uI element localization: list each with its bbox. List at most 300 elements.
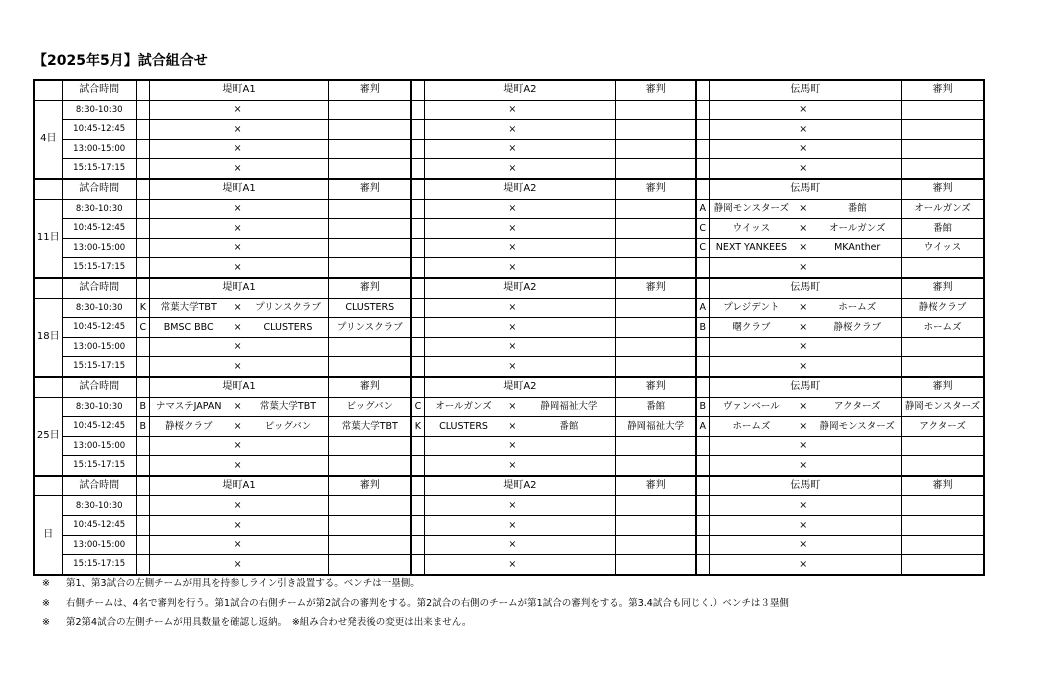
away-team — [813, 159, 901, 179]
referee-header: 審判 — [329, 80, 411, 100]
court-code — [411, 436, 424, 456]
court-code: C — [411, 397, 424, 417]
match-row — [34, 535, 984, 555]
home-team — [149, 139, 227, 159]
vs-mark: × — [793, 139, 813, 159]
home-team — [709, 436, 793, 456]
court-code: B — [136, 417, 149, 437]
home-team: プレジデント — [709, 298, 793, 318]
vs-mark: × — [793, 357, 813, 377]
referee-header: 審判 — [616, 476, 696, 496]
page-title: 【2025年5月】試合組合せ — [33, 53, 208, 69]
home-team — [149, 555, 227, 575]
home-team — [149, 258, 227, 278]
referee-team — [329, 100, 411, 120]
referee-team — [902, 120, 984, 140]
court-code — [136, 120, 149, 140]
court-code: K — [136, 298, 149, 318]
court-code: A — [696, 298, 709, 318]
referee-team — [616, 298, 696, 318]
note-line — [42, 594, 789, 614]
header-row — [34, 278, 984, 298]
court-code-header — [696, 80, 709, 100]
day-label: 18日 — [34, 298, 62, 377]
court-code — [411, 139, 424, 159]
vs-mark: × — [228, 318, 248, 338]
home-team — [424, 357, 502, 377]
away-team — [522, 555, 615, 575]
blank-cell — [34, 377, 62, 397]
court-code — [696, 535, 709, 555]
away-team — [522, 496, 615, 516]
court-code: B — [696, 318, 709, 338]
away-team: プリンスクラブ — [248, 298, 329, 318]
away-team — [248, 199, 329, 219]
match-row — [34, 318, 984, 338]
home-team — [149, 199, 227, 219]
time-slot: 10:45-12:45 — [62, 516, 136, 536]
vs-mark: × — [793, 159, 813, 179]
away-team — [813, 555, 901, 575]
match-row — [34, 219, 984, 239]
court-code: A — [696, 417, 709, 437]
away-team — [248, 456, 329, 476]
referee-team — [616, 238, 696, 258]
court-code — [696, 139, 709, 159]
referee-team: 番館 — [902, 219, 984, 239]
day-label: 4日 — [34, 100, 62, 179]
time-slot: 15:15-17:15 — [62, 159, 136, 179]
away-team: 静桜クラブ — [813, 318, 901, 338]
referee-team — [329, 159, 411, 179]
venue-header: 堤町A2 — [424, 80, 616, 100]
vs-mark: × — [502, 318, 522, 338]
away-team — [522, 535, 615, 555]
away-team — [248, 219, 329, 239]
venue-header: 堤町A2 — [424, 476, 616, 496]
referee-team — [902, 436, 984, 456]
referee-team: 常葉大学TBT — [329, 417, 411, 437]
home-team — [424, 318, 502, 338]
vs-mark: × — [502, 417, 522, 437]
referee-team — [329, 516, 411, 536]
referee-header: 審判 — [902, 377, 984, 397]
vs-mark: × — [228, 100, 248, 120]
vs-mark: × — [793, 436, 813, 456]
away-team — [248, 496, 329, 516]
referee-team — [616, 258, 696, 278]
match-row — [34, 120, 984, 140]
referee-team — [616, 456, 696, 476]
venue-header: 堤町A1 — [149, 377, 329, 397]
header-row — [34, 476, 984, 496]
court-code — [696, 496, 709, 516]
referee-team — [329, 456, 411, 476]
away-team: ホームズ — [813, 298, 901, 318]
venue-header: 伝馬町 — [709, 278, 902, 298]
court-code — [411, 357, 424, 377]
home-team — [424, 139, 502, 159]
referee-team: 静岡モンスターズ — [902, 397, 984, 417]
vs-mark: × — [228, 219, 248, 239]
away-team — [522, 139, 615, 159]
court-code: B — [136, 397, 149, 417]
away-team — [522, 337, 615, 357]
away-team — [522, 318, 615, 338]
blank-cell — [34, 80, 62, 100]
referee-header: 審判 — [616, 377, 696, 397]
note-line — [42, 613, 789, 633]
time-header: 試合時間 — [62, 179, 136, 199]
court-code: C — [696, 219, 709, 239]
referee-team — [329, 258, 411, 278]
referee-team: アクターズ — [902, 417, 984, 437]
vs-mark: × — [793, 337, 813, 357]
away-team — [248, 555, 329, 575]
referee-header: 審判 — [329, 179, 411, 199]
time-header: 試合時間 — [62, 377, 136, 397]
away-team — [522, 298, 615, 318]
home-team — [424, 100, 502, 120]
home-team — [424, 199, 502, 219]
time-slot: 10:45-12:45 — [62, 219, 136, 239]
away-team — [813, 258, 901, 278]
vs-mark: × — [228, 120, 248, 140]
referee-team — [329, 199, 411, 219]
court-code-header — [411, 179, 424, 199]
note-mark: ※ — [42, 578, 50, 589]
court-code: A — [696, 199, 709, 219]
match-row — [34, 238, 984, 258]
court-code — [136, 535, 149, 555]
referee-header: 審判 — [902, 476, 984, 496]
court-code — [696, 100, 709, 120]
note-line — [42, 574, 789, 594]
vs-mark: × — [502, 258, 522, 278]
away-team — [248, 139, 329, 159]
home-team — [149, 219, 227, 239]
match-row — [34, 357, 984, 377]
time-slot: 15:15-17:15 — [62, 555, 136, 575]
vs-mark: × — [228, 516, 248, 536]
time-header: 試合時間 — [62, 476, 136, 496]
vs-mark: × — [793, 298, 813, 318]
time-header: 試合時間 — [62, 80, 136, 100]
home-team: ナマステJAPAN — [149, 397, 227, 417]
court-code — [136, 258, 149, 278]
note-text: 第1、第3試合の左側チームが用具を持参しライン引き設置する。ベンチは一塁側。 — [66, 578, 420, 589]
away-team — [522, 199, 615, 219]
home-team — [424, 219, 502, 239]
court-code — [411, 219, 424, 239]
court-code — [411, 120, 424, 140]
referee-team — [616, 436, 696, 456]
home-team: 曙クラブ — [709, 318, 793, 338]
home-team: 静桜クラブ — [149, 417, 227, 437]
referee-team — [902, 496, 984, 516]
home-team: 静岡モンスターズ — [709, 199, 793, 219]
referee-team: 静桜クラブ — [902, 298, 984, 318]
time-slot: 15:15-17:15 — [62, 456, 136, 476]
away-team — [248, 535, 329, 555]
vs-mark: × — [228, 298, 248, 318]
away-team — [813, 535, 901, 555]
court-code — [411, 535, 424, 555]
away-team — [248, 258, 329, 278]
venue-header: 堤町A2 — [424, 278, 616, 298]
vs-mark: × — [793, 456, 813, 476]
home-team — [709, 496, 793, 516]
court-code — [411, 258, 424, 278]
home-team — [149, 337, 227, 357]
vs-mark: × — [228, 357, 248, 377]
court-code — [696, 555, 709, 575]
away-team — [813, 100, 901, 120]
referee-team — [616, 337, 696, 357]
referee-team — [616, 555, 696, 575]
vs-mark: × — [228, 417, 248, 437]
referee-team — [616, 318, 696, 338]
away-team: 番館 — [522, 417, 615, 437]
away-team — [248, 436, 329, 456]
vs-mark: × — [502, 357, 522, 377]
away-team — [522, 100, 615, 120]
vs-mark: × — [502, 535, 522, 555]
vs-mark: × — [793, 496, 813, 516]
match-row — [34, 139, 984, 159]
home-team — [424, 456, 502, 476]
away-team — [522, 238, 615, 258]
time-slot: 10:45-12:45 — [62, 318, 136, 338]
away-team — [248, 120, 329, 140]
vs-mark: × — [228, 159, 248, 179]
court-code — [136, 100, 149, 120]
match-row — [34, 337, 984, 357]
home-team — [709, 337, 793, 357]
vs-mark: × — [228, 139, 248, 159]
schedule-table — [33, 79, 985, 576]
home-team: ヴァンベール — [709, 397, 793, 417]
court-code — [411, 100, 424, 120]
vs-mark: × — [502, 159, 522, 179]
home-team — [149, 357, 227, 377]
referee-team — [902, 159, 984, 179]
away-team — [248, 337, 329, 357]
court-code: C — [136, 318, 149, 338]
referee-team — [329, 535, 411, 555]
home-team: ウイッス — [709, 219, 793, 239]
referee-team — [616, 100, 696, 120]
court-code — [411, 337, 424, 357]
match-row — [34, 258, 984, 278]
referee-team: ビッグバン — [329, 397, 411, 417]
home-team — [709, 139, 793, 159]
home-team — [424, 238, 502, 258]
vs-mark: × — [793, 238, 813, 258]
vs-mark: × — [793, 120, 813, 140]
vs-mark: × — [793, 258, 813, 278]
time-slot: 8:30-10:30 — [62, 397, 136, 417]
vs-mark: × — [502, 337, 522, 357]
venue-header: 堤町A1 — [149, 179, 329, 199]
vs-mark: × — [502, 139, 522, 159]
referee-team — [616, 496, 696, 516]
away-team — [522, 456, 615, 476]
court-code — [136, 337, 149, 357]
vs-mark: × — [502, 100, 522, 120]
away-team — [522, 258, 615, 278]
referee-team — [329, 219, 411, 239]
court-code — [411, 159, 424, 179]
court-code — [136, 219, 149, 239]
referee-team: プリンスクラブ — [329, 318, 411, 338]
match-row — [34, 496, 984, 516]
home-team — [149, 535, 227, 555]
home-team: NEXT YANKEES — [709, 238, 793, 258]
away-team: 常葉大学TBT — [248, 397, 329, 417]
home-team — [149, 100, 227, 120]
away-team: 番館 — [813, 199, 901, 219]
match-row — [34, 436, 984, 456]
referee-team: 静岡福祉大学 — [616, 417, 696, 437]
court-code-header — [136, 80, 149, 100]
referee-team — [902, 535, 984, 555]
referee-header: 審判 — [329, 377, 411, 397]
referee-team — [902, 100, 984, 120]
home-team — [149, 516, 227, 536]
vs-mark: × — [793, 535, 813, 555]
away-team: MKAnther — [813, 238, 901, 258]
court-code — [411, 318, 424, 338]
time-slot: 13:00-15:00 — [62, 238, 136, 258]
away-team — [813, 120, 901, 140]
away-team — [522, 516, 615, 536]
court-code — [136, 496, 149, 516]
court-code — [136, 199, 149, 219]
blank-cell — [34, 476, 62, 496]
referee-team — [902, 357, 984, 377]
vs-mark: × — [228, 436, 248, 456]
vs-mark: × — [793, 100, 813, 120]
referee-team — [902, 555, 984, 575]
court-code-header — [696, 179, 709, 199]
day-label: 11日 — [34, 199, 62, 278]
vs-mark: × — [502, 496, 522, 516]
court-code-header — [136, 377, 149, 397]
time-slot: 8:30-10:30 — [62, 496, 136, 516]
match-row — [34, 199, 984, 219]
away-team — [813, 337, 901, 357]
time-header: 試合時間 — [62, 278, 136, 298]
referee-header: 審判 — [329, 278, 411, 298]
court-code-header — [696, 377, 709, 397]
away-team: 静岡福祉大学 — [522, 397, 615, 417]
venue-header: 堤町A1 — [149, 278, 329, 298]
court-code-header — [411, 278, 424, 298]
home-team — [424, 436, 502, 456]
referee-team — [329, 120, 411, 140]
time-slot: 13:00-15:00 — [62, 436, 136, 456]
court-code — [696, 337, 709, 357]
time-slot: 13:00-15:00 — [62, 139, 136, 159]
time-slot: 8:30-10:30 — [62, 298, 136, 318]
court-code — [136, 456, 149, 476]
venue-header: 伝馬町 — [709, 377, 902, 397]
away-team — [522, 357, 615, 377]
time-slot: 10:45-12:45 — [62, 417, 136, 437]
vs-mark: × — [228, 337, 248, 357]
home-team — [709, 555, 793, 575]
referee-team — [902, 456, 984, 476]
match-row — [34, 516, 984, 536]
away-team — [813, 456, 901, 476]
court-code — [696, 120, 709, 140]
referee-team — [902, 337, 984, 357]
referee-team: 番館 — [616, 397, 696, 417]
court-code — [411, 199, 424, 219]
court-code — [696, 456, 709, 476]
notes-section — [42, 574, 789, 633]
court-code-header — [696, 476, 709, 496]
home-team — [709, 516, 793, 536]
court-code-header — [136, 179, 149, 199]
away-team — [813, 496, 901, 516]
time-slot: 15:15-17:15 — [62, 258, 136, 278]
referee-header: 審判 — [329, 476, 411, 496]
time-slot: 8:30-10:30 — [62, 199, 136, 219]
vs-mark: × — [502, 436, 522, 456]
court-code — [136, 139, 149, 159]
home-team: ホームズ — [709, 417, 793, 437]
referee-team — [329, 337, 411, 357]
home-team — [424, 535, 502, 555]
court-code — [696, 159, 709, 179]
home-team — [424, 120, 502, 140]
vs-mark: × — [502, 199, 522, 219]
vs-mark: × — [502, 516, 522, 536]
referee-header: 審判 — [616, 179, 696, 199]
vs-mark: × — [228, 496, 248, 516]
venue-header: 堤町A2 — [424, 377, 616, 397]
referee-header: 審判 — [902, 179, 984, 199]
time-slot: 13:00-15:00 — [62, 535, 136, 555]
referee-team — [329, 496, 411, 516]
court-code: C — [696, 238, 709, 258]
home-team — [709, 159, 793, 179]
home-team — [149, 159, 227, 179]
home-team — [149, 456, 227, 476]
away-team — [522, 120, 615, 140]
home-team: CLUSTERS — [424, 417, 502, 437]
referee-header: 審判 — [616, 80, 696, 100]
note-mark: ※ — [42, 597, 50, 609]
day-label: 日 — [34, 496, 62, 575]
home-team: BMSC BBC — [149, 318, 227, 338]
venue-header: 堤町A2 — [424, 179, 616, 199]
vs-mark: × — [228, 238, 248, 258]
home-team — [149, 436, 227, 456]
venue-header: 堤町A1 — [149, 80, 329, 100]
court-code — [411, 298, 424, 318]
referee-team — [616, 120, 696, 140]
referee-team — [329, 357, 411, 377]
away-team: オールガンズ — [813, 219, 901, 239]
court-code — [411, 516, 424, 536]
away-team — [248, 238, 329, 258]
court-code-header — [136, 476, 149, 496]
away-team — [248, 357, 329, 377]
home-team — [709, 535, 793, 555]
